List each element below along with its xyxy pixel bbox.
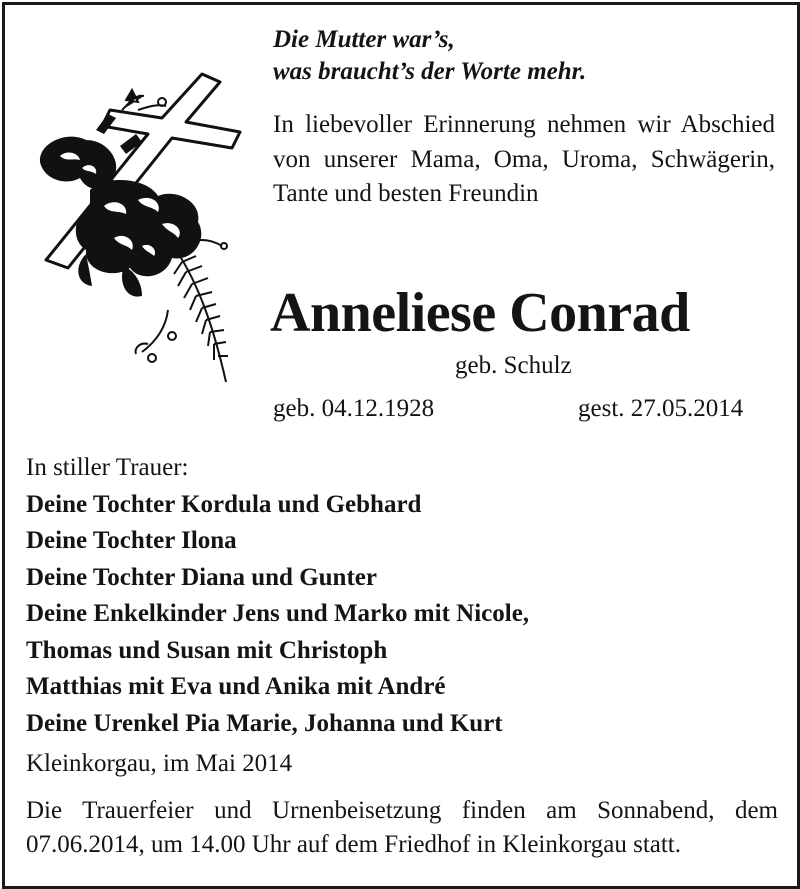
mourner-line: Deine Tochter Kordula und Gebhard <box>26 490 422 518</box>
fern-leaf <box>174 250 228 382</box>
mourner-line: Deine Tochter Diana und Gunter <box>26 563 377 591</box>
motto-line-1: Die Mutter war’s, <box>273 26 455 53</box>
sprigs <box>122 90 166 110</box>
mourner-line: Deine Tochter Ilona <box>26 527 237 554</box>
funeral-info: Die Trauerfeier und Urnenbeisetzung finden am Sonnabend, dem 07.06.2014, um 14.00 Uhr auf dem Friedhof in Kleinkorgau statt. <box>26 797 778 858</box>
maiden-name: geb. Schulz <box>455 352 572 379</box>
mourner-line: Matthias mit Eva und Anika mit André <box>26 673 446 700</box>
mourner-line: Thomas und Susan mit Christoph <box>26 636 388 664</box>
mourner-line: Deine Urenkel Pia Marie, Johanna und Kurt <box>26 709 503 737</box>
mourners-section <box>26 450 786 742</box>
mourners-label: In stiller Trauer: <box>26 454 189 481</box>
mourner-line: Deine Enkelkinder Jens und Marko mit Nicole, <box>26 600 530 627</box>
motto-line-2: was braucht’s der Worte mehr. <box>273 58 587 85</box>
deceased-name: Anneliese Conrad <box>270 282 690 344</box>
place-date: Kleinkorgau, im Mai 2014 <box>26 750 293 777</box>
birth-date: geb. 04.12.1928 <box>273 395 435 422</box>
intro-text: In liebevoller Erinnerung nehmen wir Abschied von unserer Mama, Oma, Uroma, Schwägerin, Tante und besten Freundin <box>273 111 775 207</box>
death-date: gest. 27.05.2014 <box>578 395 744 422</box>
cross-with-roses-icon <box>26 70 248 390</box>
motto <box>273 24 773 88</box>
